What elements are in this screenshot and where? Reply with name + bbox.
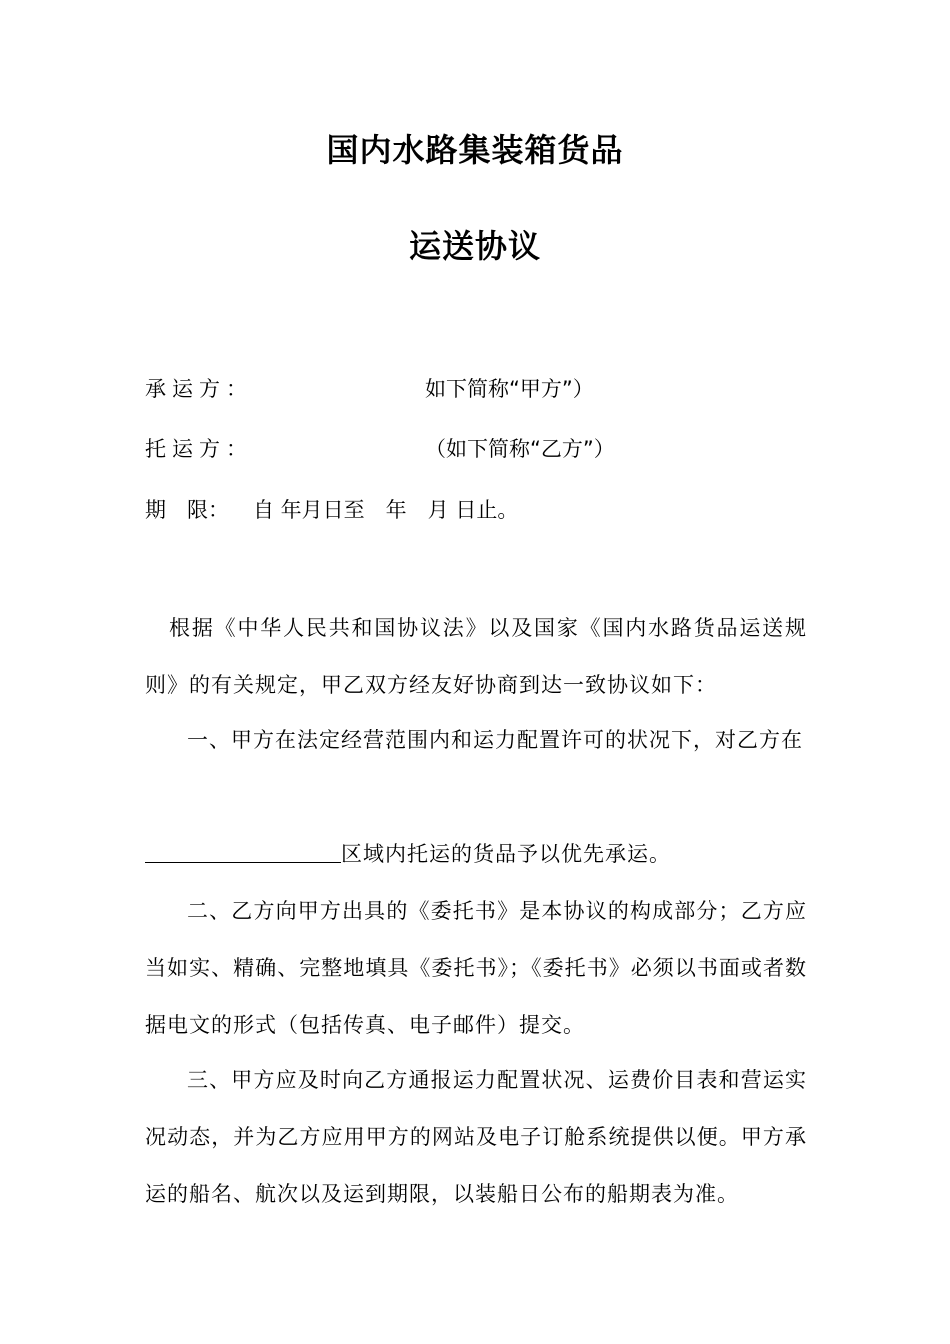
shipper-label: 托运方： — [145, 437, 253, 461]
clause-3-paragraph: 三、甲方应及时向乙方通报运力配置状况、运费价目表和营运实况动态，并为乙方应用甲方的网站及电子订舱系统提供以便。甲方承运的船名、航次以及运到期限，以装船日公布的船期表为准。 — [145, 1068, 807, 1206]
shipper-note: （如下简称“乙方”） — [425, 437, 615, 461]
intro-paragraph: 根据《中华人民共和国协议法》以及国家《国内水路货品运送规则》的有关规定，甲乙双方经友好协商到达一致协议如下： — [145, 616, 807, 697]
term-label: 期 限： — [145, 498, 229, 522]
clause-1-paragraph: 一、甲方在法定经营范围内和运力配置许可的状况下，对乙方在 — [187, 728, 803, 752]
document-title-line1: 国内水路集装箱货品 — [326, 131, 624, 169]
carrier-note: 如下简称“甲方”） — [425, 377, 594, 401]
clause-2-paragraph: 二、乙方向甲方出具的《委托书》是本协议的构成部分；乙方应当如实、精确、完整地填具《委托书》；《委托书》必须以书面或者数据电文的形式（包括传真、电子邮件）提交。 — [145, 899, 807, 1037]
term-value: 自 年月日至 年 月 日止。 — [253, 498, 519, 522]
carrier-label: 承运方： — [145, 377, 253, 401]
region-blank-line — [145, 838, 341, 863]
clause-1-continuation — [145, 826, 807, 883]
document-title-line2: 运送协议 — [408, 227, 541, 265]
clause-1-continuation-text: 区域内托运的货品予以优先承运。 — [341, 842, 671, 866]
